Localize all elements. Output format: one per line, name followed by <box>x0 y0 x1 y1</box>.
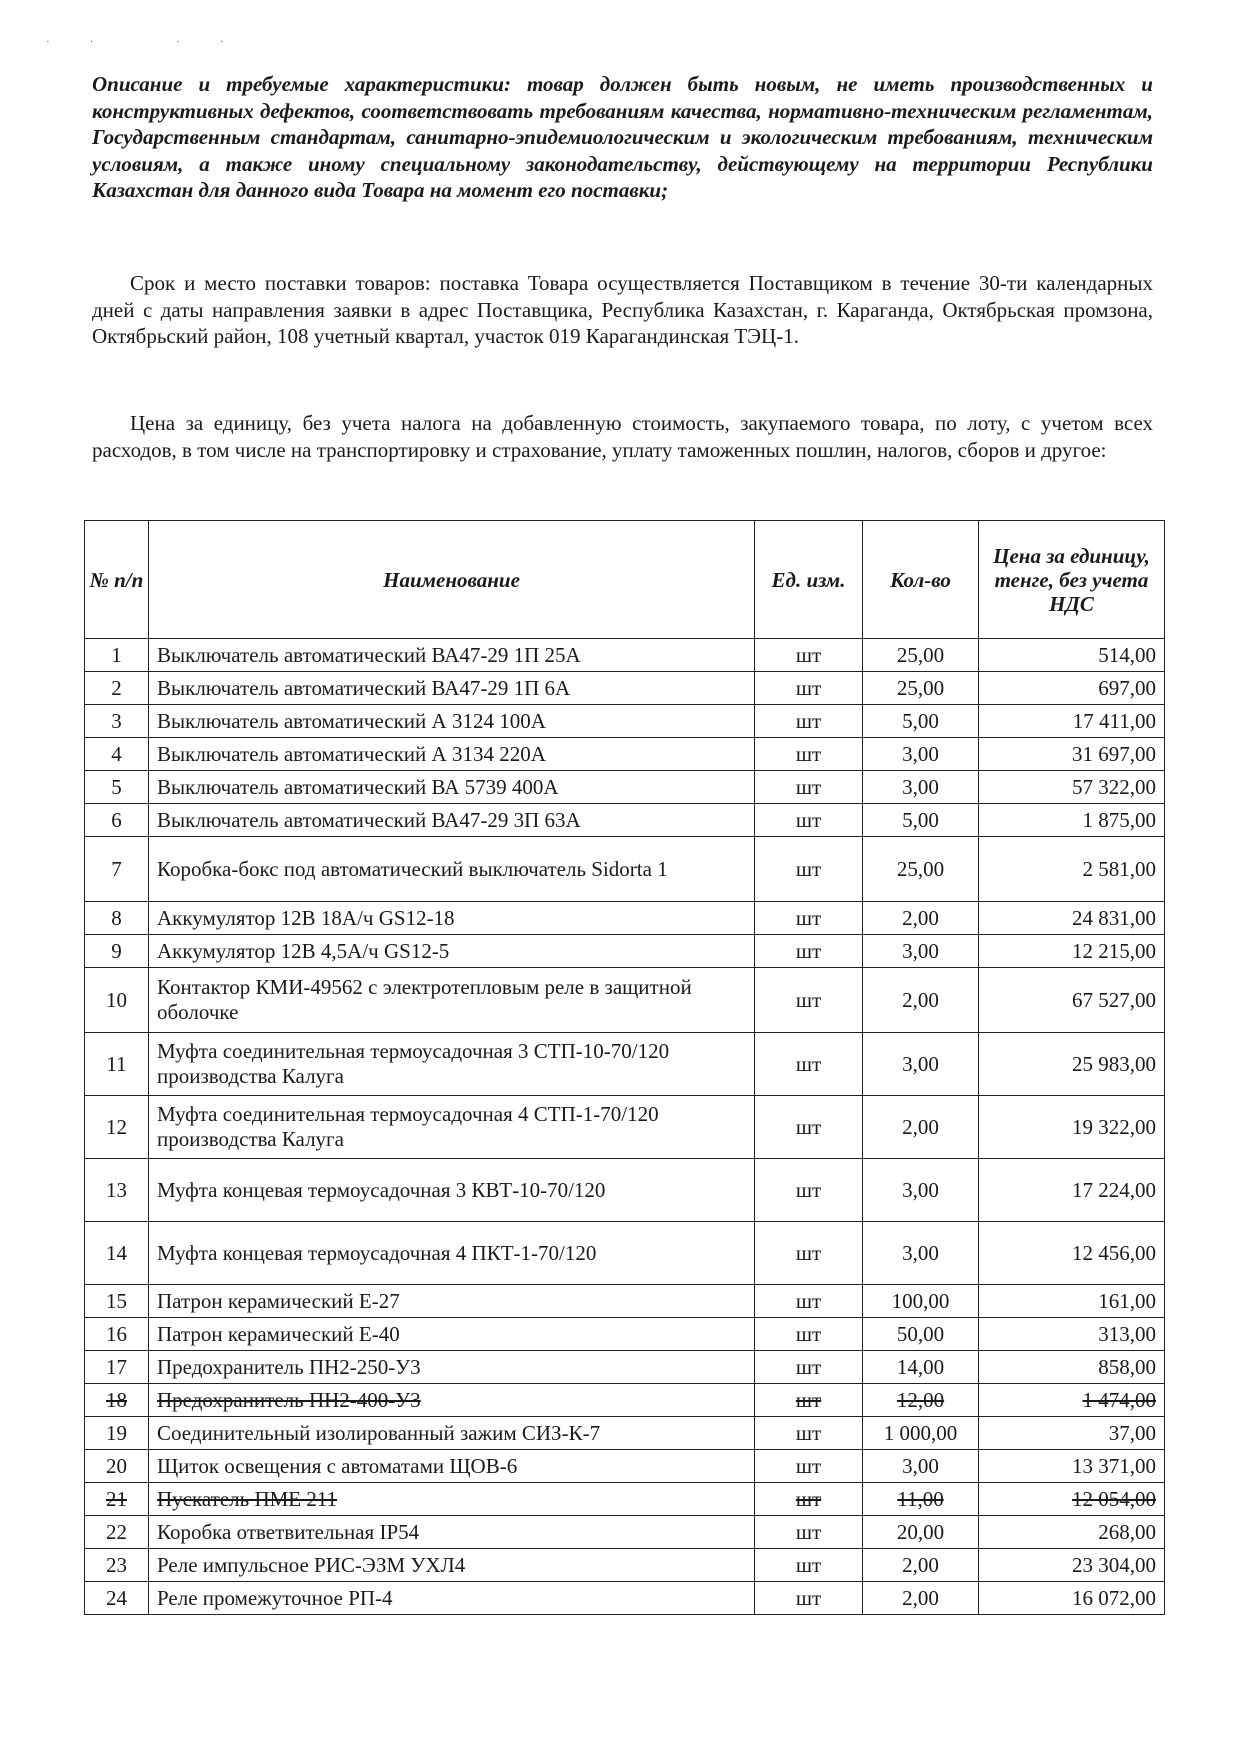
table-row <box>85 705 1165 738</box>
table-row <box>85 837 1165 902</box>
row-number: 24 <box>85 1582 149 1615</box>
row-name: Реле промежуточное РП-4 <box>149 1582 755 1615</box>
row-unit: шт <box>755 1417 863 1450</box>
row-name: Муфта соединительная термоусадочная 4 СТП-1-70/120 производства Калуга <box>149 1096 755 1159</box>
table-body <box>85 639 1165 1615</box>
row-number: 13 <box>85 1159 149 1222</box>
row-quantity: 50,00 <box>863 1318 979 1351</box>
row-quantity: 3,00 <box>863 1033 979 1096</box>
row-name: Реле импульсное РИС-ЭЗМ УХЛ4 <box>149 1549 755 1582</box>
row-number: 2 <box>85 672 149 705</box>
row-name: Муфта концевая термоусадочная 3 КВТ-10-70/120 <box>149 1159 755 1222</box>
row-number: 12 <box>85 1096 149 1159</box>
row-price: 67 527,00 <box>979 968 1165 1033</box>
row-quantity: 11,00 <box>863 1483 979 1516</box>
row-unit: шт <box>755 672 863 705</box>
table-row <box>85 1582 1165 1615</box>
row-number: 16 <box>85 1318 149 1351</box>
table-row <box>85 1450 1165 1483</box>
table-row <box>85 1417 1165 1450</box>
row-unit: шт <box>755 1483 863 1516</box>
row-price: 697,00 <box>979 672 1165 705</box>
row-number: 5 <box>85 771 149 804</box>
row-name: Патрон керамический Е-40 <box>149 1318 755 1351</box>
row-name: Муфта концевая термоусадочная 4 ПКТ-1-70/120 <box>149 1222 755 1285</box>
row-quantity: 3,00 <box>863 1159 979 1222</box>
row-quantity: 25,00 <box>863 837 979 902</box>
row-unit: шт <box>755 1159 863 1222</box>
row-unit: шт <box>755 1549 863 1582</box>
row-name: Выключатель автоматический ВА47-29 3П 63А <box>149 804 755 837</box>
row-name: Контактор КМИ-49562 с электротепловым реле в защитной оболочке <box>149 968 755 1033</box>
row-name: Аккумулятор 12В 4,5А/ч GS12-5 <box>149 935 755 968</box>
row-quantity: 25,00 <box>863 639 979 672</box>
row-price: 23 304,00 <box>979 1549 1165 1582</box>
delivery-terms-paragraph: Срок и место поставки товаров: поставка Товара осуществляется Поставщиком в течение 30-ти календарных дней с даты направления заявки в адрес Поставщика, Республика Казахстан, г. Караганда, Октябрьская промзона, Октябрьский район, 108 учетный квартал, участок 019 Карагандинская ТЭЦ-1. <box>92 271 1153 348</box>
row-unit: шт <box>755 1351 863 1384</box>
row-quantity: 3,00 <box>863 738 979 771</box>
row-price: 268,00 <box>979 1516 1165 1549</box>
table-row <box>85 902 1165 935</box>
row-name: Соединительный изолированный зажим СИЗ-К-7 <box>149 1417 755 1450</box>
row-price: 19 322,00 <box>979 1096 1165 1159</box>
row-unit: шт <box>755 1318 863 1351</box>
row-quantity: 5,00 <box>863 804 979 837</box>
row-unit: шт <box>755 1516 863 1549</box>
row-number: 9 <box>85 935 149 968</box>
row-price: 31 697,00 <box>979 738 1165 771</box>
row-quantity: 14,00 <box>863 1351 979 1384</box>
row-number: 3 <box>85 705 149 738</box>
row-price: 25 983,00 <box>979 1033 1165 1096</box>
row-name: Предохранитель ПН2-250-У3 <box>149 1351 755 1384</box>
row-name: Щиток освещения с автоматами ЩОВ-6 <box>149 1450 755 1483</box>
row-price: 514,00 <box>979 639 1165 672</box>
row-quantity: 25,00 <box>863 672 979 705</box>
row-quantity: 100,00 <box>863 1285 979 1318</box>
table-row <box>85 804 1165 837</box>
table-row-struck <box>85 1483 1165 1516</box>
row-number: 4 <box>85 738 149 771</box>
table-row <box>85 1159 1165 1222</box>
row-number: 7 <box>85 837 149 902</box>
table-row <box>85 1516 1165 1549</box>
table-row <box>85 1318 1165 1351</box>
header-name: Наименование <box>149 521 755 639</box>
price-terms-paragraph: Цена за единицу, без учета налога на добавленную стоимость, закупаемого товара, по лоту, с учетом всех расходов, в том числе на транспортировку и страхование, уплату таможенных пошлин, налогов, сборов и другое: <box>92 411 1153 462</box>
row-quantity: 1 000,00 <box>863 1417 979 1450</box>
row-unit: шт <box>755 1450 863 1483</box>
row-name: Коробка-бокс под автоматический выключатель Sidorta 1 <box>149 837 755 902</box>
row-quantity: 12,00 <box>863 1384 979 1417</box>
row-quantity: 2,00 <box>863 1549 979 1582</box>
row-name: Муфта соединительная термоусадочная 3 СТП-10-70/120 производства Калуга <box>149 1033 755 1096</box>
row-quantity: 20,00 <box>863 1516 979 1549</box>
row-quantity: 2,00 <box>863 968 979 1033</box>
row-quantity: 3,00 <box>863 1450 979 1483</box>
row-price: 12 456,00 <box>979 1222 1165 1285</box>
row-unit: шт <box>755 705 863 738</box>
row-quantity: 3,00 <box>863 1222 979 1285</box>
table-row <box>85 639 1165 672</box>
table-row <box>85 771 1165 804</box>
row-unit: шт <box>755 1096 863 1159</box>
row-price: 1 875,00 <box>979 804 1165 837</box>
row-quantity: 2,00 <box>863 1582 979 1615</box>
row-number: 23 <box>85 1549 149 1582</box>
header-unit: Ед. изм. <box>755 521 863 639</box>
row-price: 161,00 <box>979 1285 1165 1318</box>
row-number: 10 <box>85 968 149 1033</box>
row-price: 57 322,00 <box>979 771 1165 804</box>
row-unit: шт <box>755 1582 863 1615</box>
row-price: 16 072,00 <box>979 1582 1165 1615</box>
row-unit: шт <box>755 1222 863 1285</box>
row-price: 13 371,00 <box>979 1450 1165 1483</box>
row-unit: шт <box>755 935 863 968</box>
table-row <box>85 968 1165 1033</box>
table-row <box>85 738 1165 771</box>
row-unit: шт <box>755 1285 863 1318</box>
row-price: 37,00 <box>979 1417 1165 1450</box>
row-name: Выключатель автоматический ВА47-29 1П 25А <box>149 639 755 672</box>
table-row-struck <box>85 1384 1165 1417</box>
row-price: 24 831,00 <box>979 902 1165 935</box>
row-price: 2 581,00 <box>979 837 1165 902</box>
requirements-paragraph: Описание и требуемые характеристики: товар должен быть новым, не иметь производственных и конструктивных дефектов, соответствовать требованиям качества, нормативно-техническим регламентам, Государственным стандартам, санитарно-эпидемиологическим и экологическим требованиям, техническим условиям, а также иному специальному законодательству, действующему на территории Республики Казахстан для данного вида Товара на момент его поставки; <box>92 72 1153 202</box>
row-name: Аккумулятор 12В 18А/ч GS12-18 <box>149 902 755 935</box>
row-quantity: 3,00 <box>863 771 979 804</box>
table-row <box>85 935 1165 968</box>
row-price: 12 215,00 <box>979 935 1165 968</box>
row-number: 21 <box>85 1483 149 1516</box>
row-price: 313,00 <box>979 1318 1165 1351</box>
row-number: 20 <box>85 1450 149 1483</box>
row-number: 18 <box>85 1384 149 1417</box>
row-unit: шт <box>755 771 863 804</box>
row-unit: шт <box>755 804 863 837</box>
row-unit: шт <box>755 902 863 935</box>
row-unit: шт <box>755 837 863 902</box>
row-unit: шт <box>755 639 863 672</box>
table-row <box>85 1351 1165 1384</box>
row-name: Коробка ответвительная IP54 <box>149 1516 755 1549</box>
table-row <box>85 1549 1165 1582</box>
row-quantity: 2,00 <box>863 902 979 935</box>
row-quantity: 3,00 <box>863 935 979 968</box>
row-number: 6 <box>85 804 149 837</box>
table-row <box>85 672 1165 705</box>
table-header-row <box>85 521 1165 639</box>
row-unit: шт <box>755 738 863 771</box>
row-number: 14 <box>85 1222 149 1285</box>
row-name: Пускатель ПМЕ 211 <box>149 1483 755 1516</box>
row-name: Предохранитель ПН2-400-У3 <box>149 1384 755 1417</box>
goods-table <box>84 520 1165 1615</box>
table-row <box>85 1096 1165 1159</box>
table-row <box>85 1033 1165 1096</box>
row-number: 1 <box>85 639 149 672</box>
row-price: 858,00 <box>979 1351 1165 1384</box>
table-row <box>85 1222 1165 1285</box>
row-quantity: 2,00 <box>863 1096 979 1159</box>
row-price: 1 474,00 <box>979 1384 1165 1417</box>
row-name: Выключатель автоматический ВА 5739 400А <box>149 771 755 804</box>
row-unit: шт <box>755 1033 863 1096</box>
row-number: 22 <box>85 1516 149 1549</box>
scan-marks: ·· ·· <box>46 36 264 48</box>
row-unit: шт <box>755 968 863 1033</box>
row-name: Выключатель автоматический А 3124 100А <box>149 705 755 738</box>
row-number: 8 <box>85 902 149 935</box>
row-name: Выключатель автоматический А 3134 220А <box>149 738 755 771</box>
row-number: 11 <box>85 1033 149 1096</box>
row-unit: шт <box>755 1384 863 1417</box>
row-number: 19 <box>85 1417 149 1450</box>
header-price: Цена за единицу, тенге, без учета НДС <box>979 521 1165 639</box>
table-row <box>85 1285 1165 1318</box>
header-num: № п/п <box>85 521 149 639</box>
row-price: 17 224,00 <box>979 1159 1165 1222</box>
row-price: 12 054,00 <box>979 1483 1165 1516</box>
row-number: 15 <box>85 1285 149 1318</box>
row-quantity: 5,00 <box>863 705 979 738</box>
row-name: Патрон керамический Е-27 <box>149 1285 755 1318</box>
row-name: Выключатель автоматический ВА47-29 1П 6А <box>149 672 755 705</box>
row-price: 17 411,00 <box>979 705 1165 738</box>
row-number: 17 <box>85 1351 149 1384</box>
header-qty: Кол-во <box>863 521 979 639</box>
